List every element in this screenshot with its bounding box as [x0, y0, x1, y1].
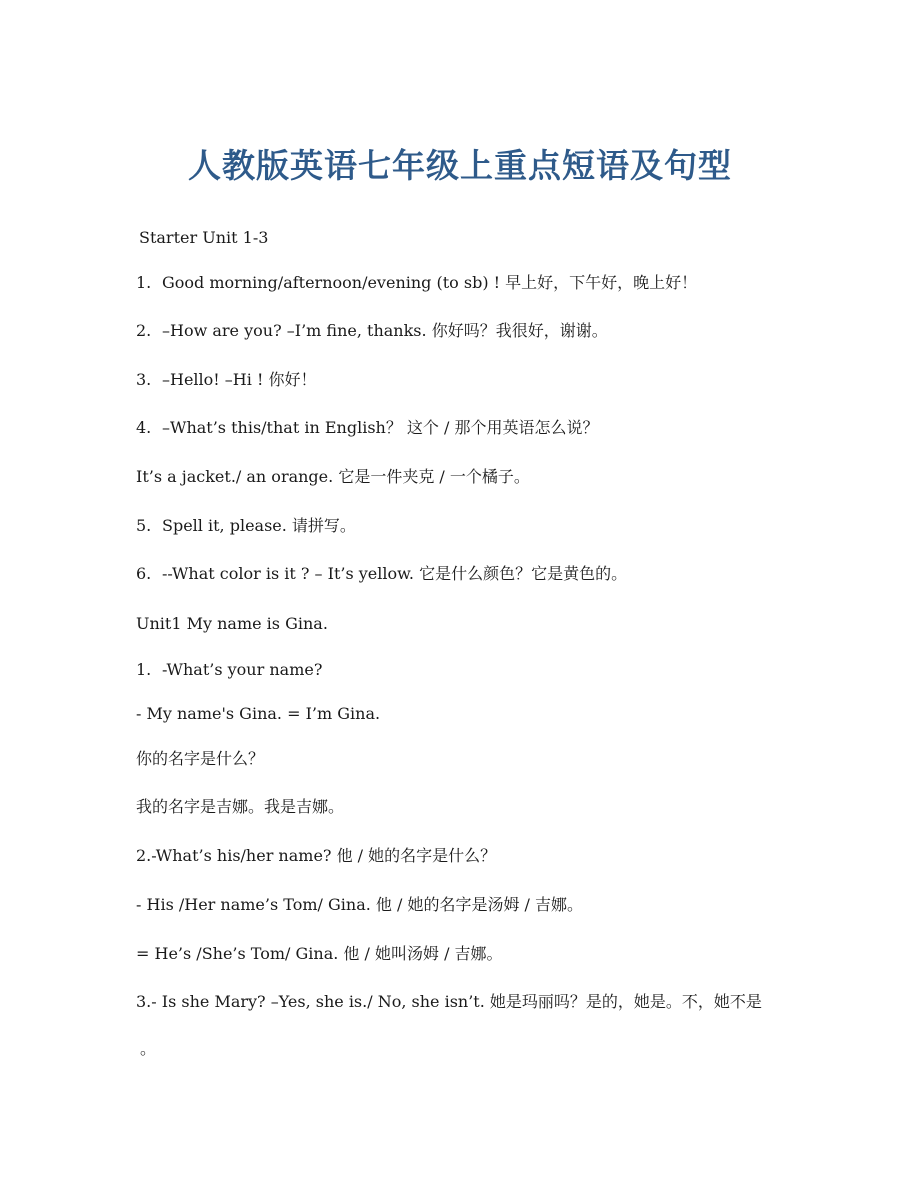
list-number: 6.	[136, 564, 152, 583]
answer-line: - My name's Gina. = I’m Gina.	[136, 704, 381, 723]
section-heading-starter: Starter Unit 1-3	[139, 228, 269, 247]
list-number: 5.	[136, 516, 152, 535]
list-text: –Hello! –Hi ! 你好！	[162, 370, 317, 389]
question-line: 2.-What’s his/her name? 他 / 她的名字是什么？	[136, 846, 497, 865]
chinese-line: 你的名字是什么？	[136, 749, 265, 768]
example-line: It’s a jacket./ an orange. 它是一件夹克 / 一个橘子。	[136, 467, 530, 486]
wrapped-punctuation: 。	[140, 1039, 157, 1058]
answer-line: - His /Her name’s Tom/ Gina. 他 / 她的名字是汤姆 / 吉娜。	[136, 895, 584, 914]
question-line: 3.- Is she Mary? –Yes, she is./ No, she isn’t. 她是玛丽吗？是的，她是。不，她不是	[136, 992, 762, 1011]
list-item	[136, 659, 322, 681]
document-title: 人教版英语七年级上重点短语及句型	[188, 146, 732, 185]
list-item	[136, 369, 316, 391]
list-text: Good morning/afternoon/evening (to sb) ! 早上好，下午好，晚上好！	[162, 273, 698, 292]
list-number: 3.	[136, 370, 152, 389]
answer-line: = He’s /She’s Tom/ Gina. 他 / 她叫汤姆 / 吉娜。	[136, 944, 503, 963]
list-item	[136, 272, 697, 294]
section-heading-unit1: Unit1 My name is Gina.	[136, 614, 328, 633]
list-item	[136, 515, 356, 537]
list-number: 4.	[136, 418, 152, 437]
list-item	[136, 417, 598, 439]
chinese-line: 我的名字是吉娜。我是吉娜。	[136, 797, 345, 816]
list-text: Spell it, please. 请拼写。	[162, 516, 356, 535]
list-item	[136, 563, 627, 585]
list-text: -What’s your name?	[162, 660, 323, 679]
list-text: –How are you? –I’m fine, thanks. 你好吗？我很好，谢谢。	[162, 321, 608, 340]
list-number: 1.	[136, 273, 152, 292]
list-text: --What color is it ? – It’s yellow. 它是什么颜色？它是黄色的。	[162, 564, 628, 583]
list-item	[136, 320, 608, 342]
list-number: 1.	[136, 660, 152, 679]
list-number: 2.	[136, 321, 152, 340]
list-text: –What’s this/that in English？ 这个 / 那个用英语怎么说？	[162, 418, 599, 437]
